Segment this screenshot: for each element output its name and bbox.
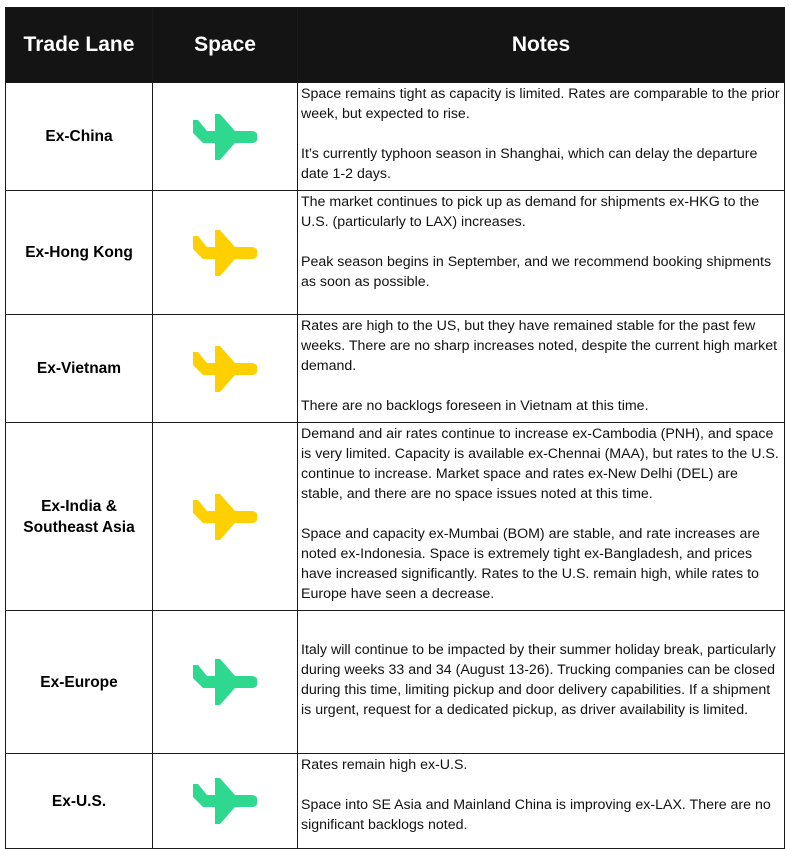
- table-row: [6, 423, 785, 611]
- airplane-icon: [193, 114, 257, 160]
- note-paragraph: Space into SE Asia and Mainland China is improving ex-LAX. There are no significant backlogs noted.: [301, 797, 771, 833]
- airplane-icon: [193, 494, 257, 540]
- trade-lane-table: [5, 7, 785, 849]
- notes-cell: [298, 611, 785, 754]
- header-space: Space: [153, 8, 298, 83]
- table-row: [6, 315, 785, 423]
- note-paragraph: Space remains tight as capacity is limited. Rates are comparable to the prior week, but expected to rise.: [301, 86, 780, 122]
- space-cell: [153, 754, 298, 849]
- trade-lane-cell: Ex-Europe: [6, 611, 153, 754]
- note-paragraph: Italy will continue to be impacted by their summer holiday break, particularly during weeks 33 and 34 (August 13-26). Trucking companies can be closed during this time, limiting pickup and door delivery capabilities. If a shipment is urgent, request for a dedicated pickup, as driver availability is limited.: [301, 641, 776, 718]
- trade-lane-cell: Ex-U.S.: [6, 754, 153, 849]
- notes-cell: [298, 315, 785, 423]
- airplane-icon: [193, 230, 257, 276]
- header-trade-lane: Trade Lane: [6, 8, 153, 83]
- table-row: [6, 754, 785, 849]
- note-paragraph: Peak season begins in September, and we recommend booking shipments as soon as possible.: [301, 254, 772, 290]
- note-paragraph: Space and capacity ex-Mumbai (BOM) are stable, and rate increases are noted ex-Indonesia. Space is extremely tight ex-Bangladesh, and prices have increased significantly. Rates to the U.S. remain high, while rates to Europe have seen a decrease.: [301, 526, 760, 602]
- note-paragraph: Demand and air rates continue to increase ex-Cambodia (PNH), and space is very limited. Capacity is available ex-Chennai (MAA), but rates to the U.S. continue to increase. Market space and rates ex-New Delhi (DEL) are stable, and there are no space issues noted at this time.: [301, 426, 779, 502]
- notes-cell: [298, 83, 785, 191]
- trade-lane-cell: Ex-Hong Kong: [6, 191, 153, 315]
- trade-lane-cell: Ex-China: [6, 83, 153, 191]
- header-row: [6, 8, 785, 83]
- space-cell: [153, 423, 298, 611]
- note-paragraph: Rates remain high ex-U.S.: [301, 757, 468, 773]
- trade-lane-cell: Ex-Vietnam: [6, 315, 153, 423]
- note-paragraph: Rates are high to the US, but they have remained stable for the past few weeks. There are no sharp increases noted, despite the current high market demand.: [301, 318, 778, 374]
- space-cell: [153, 191, 298, 315]
- note-paragraph: There are no backlogs foreseen in Vietnam at this time.: [301, 398, 649, 414]
- space-cell: [153, 83, 298, 191]
- header-notes: Notes: [298, 8, 785, 83]
- table-row: [6, 83, 785, 191]
- notes-cell: [298, 191, 785, 315]
- space-cell: [153, 315, 298, 423]
- note-paragraph: The market continues to pick up as demand for shipments ex-HKG to the U.S. (particularly to LAX) increases.: [301, 194, 760, 230]
- space-cell: [153, 611, 298, 754]
- airplane-icon: [193, 659, 257, 705]
- trade-lane-cell: Ex-India & Southeast Asia: [6, 423, 153, 611]
- notes-cell: [298, 754, 785, 849]
- notes-cell: [298, 423, 785, 611]
- table-row: [6, 191, 785, 315]
- airplane-icon: [193, 346, 257, 392]
- table-row: [6, 611, 785, 754]
- airplane-icon: [193, 778, 257, 824]
- note-paragraph: It’s currently typhoon season in Shanghai, which can delay the departure date 1-2 days.: [301, 146, 758, 182]
